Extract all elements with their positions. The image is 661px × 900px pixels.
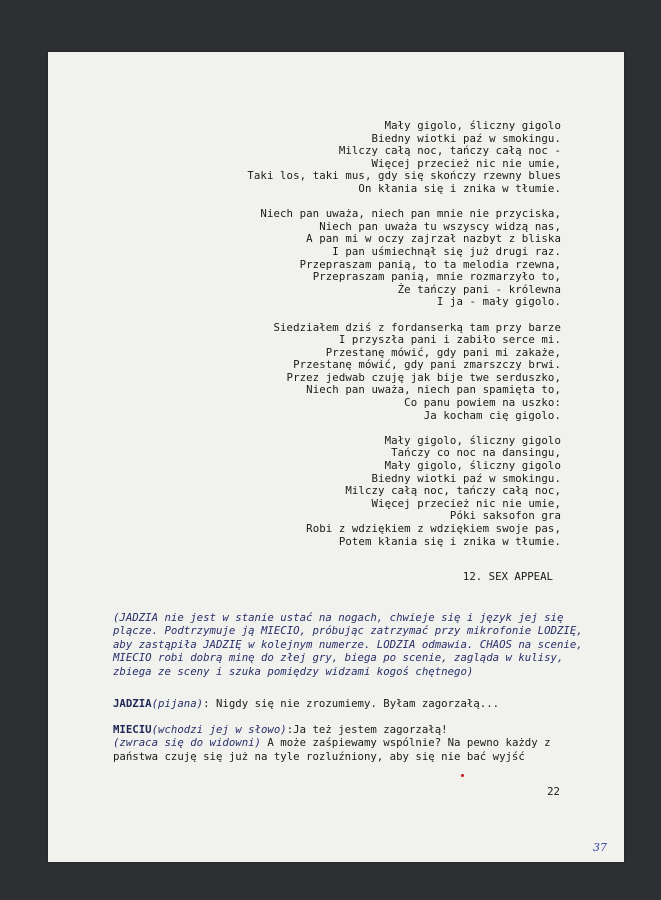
lyric-line: Co panu powiem na uszko: bbox=[404, 396, 561, 410]
lyric-line: Więcej przecież nic nie umie, bbox=[371, 156, 561, 170]
lyric-line: On kłania się i znika w tłumie. bbox=[358, 181, 561, 195]
lyric-line: Niech pan uważa, niech pan mnie nie przyciska, bbox=[260, 207, 561, 221]
lyric-line: Milczy całą noc, tańczy całą noc, bbox=[345, 484, 561, 498]
stanza-2 bbox=[247, 208, 561, 309]
lyric-line: Przestanę mówić, gdy pani zmarszczy brwi. bbox=[293, 358, 561, 372]
lyric-line: Biedny wiotki paź w smokingu. bbox=[371, 131, 561, 145]
page-number: 22 bbox=[547, 785, 560, 798]
lyric-line: Więcej przecież nic nie umie, bbox=[371, 496, 561, 510]
lyric-line: Niech pan uważa, niech pan spamięta to, bbox=[306, 383, 561, 397]
dialog-line-mieciu bbox=[113, 723, 583, 763]
lyric-line: I pan uśmiechnął się już drugi raz. bbox=[332, 244, 561, 258]
lyric-line: Przepraszam panią, mnie rozmarzyło to, bbox=[312, 270, 561, 284]
handwritten-page-number: 37 bbox=[593, 841, 607, 854]
lyric-line: Przepraszam panią, to ta melodia rzewna, bbox=[299, 257, 561, 271]
dialog-text: A może zaśpiewamy wspólnie? Na pewno każdy z państwa czuję się już na tyle rozluźniony, aby się nie bać wyjść bbox=[113, 736, 551, 763]
lyric-line: Biedny wiotki paź w smokingu. bbox=[371, 471, 561, 485]
speaker-name: MIECIU bbox=[113, 723, 152, 736]
lyric-line: Mały gigolo, śliczny gigolo bbox=[384, 459, 561, 473]
lyric-line: Mały gigolo, śliczny gigolo bbox=[384, 433, 561, 447]
ink-mark bbox=[461, 774, 464, 777]
dialog-line-jadzia bbox=[113, 697, 583, 710]
dialog-text: :Ja też jestem zagorzałą! bbox=[286, 723, 448, 736]
stanza-3 bbox=[247, 322, 561, 423]
dialog-text: : Nigdy się nie zrozumiemy. Byłam zagorzałą... bbox=[203, 697, 500, 710]
inline-stage-direction: (zwraca się do widowni) bbox=[113, 736, 261, 750]
inline-stage-direction: (pijana) bbox=[151, 697, 204, 710]
lyric-line: Tańczy co noc na dansingu, bbox=[391, 446, 561, 460]
lyric-line: Potem kłania się i znika w tłumie. bbox=[338, 534, 561, 548]
lyric-line: Milczy całą noc, tańczy całą noc - bbox=[338, 144, 561, 158]
lyric-line: Niech pan uważa tu wszyscy widzą nas, bbox=[319, 219, 561, 233]
inline-stage-direction: (wchodzi jej w słowo) bbox=[151, 723, 287, 736]
stanza-1 bbox=[247, 120, 561, 196]
lyric-line: Że tańczy pani - królewna bbox=[397, 282, 561, 296]
lyric-line: Póki saksofon gra bbox=[449, 509, 561, 523]
lyric-line: Przestanę mówić, gdy pani mi zakaże, bbox=[325, 345, 561, 359]
stage-direction: (JADZIA nie jest w stanie ustać na nogach, chwieje się i język jej się plącze. Podtrzymuje ją MIECIO, próbując zatrzymać przy mikrofonie LODZIĘ, aby zastąpiła JADZIĘ w kolejnym numerze. LODZIA odmawia. CHAOS na scenie, MIECIO robi dobrą minę do złej gry, biega po scenie, zagląda w kulisy, zbiega ze sceny i szuka pomiędzy widzami kogoś chętnego) bbox=[113, 611, 583, 678]
lyric-line: Robi z wdziękiem z wdziękiem swoje pas, bbox=[306, 522, 561, 535]
lyric-line: A pan mi w oczy zajrzał nazbyt z bliska bbox=[306, 232, 561, 246]
lyric-line: Ja kocham cię gigolo. bbox=[423, 408, 561, 422]
lyric-line: Mały gigolo, śliczny gigolo bbox=[384, 119, 561, 132]
lyric-line: I ja - mały gigolo. bbox=[436, 295, 561, 309]
lyric-line: Przez jedwab czuję jak bije twe serduszko, bbox=[286, 370, 561, 384]
song-lyrics bbox=[247, 120, 561, 548]
lyric-line: I przyszła pani i zabiło serce mi. bbox=[338, 333, 561, 347]
speaker-name: JADZIA bbox=[113, 697, 152, 710]
scene-title: 12. SEX APPEAL bbox=[462, 570, 553, 583]
stanza-4 bbox=[247, 435, 561, 548]
document-page bbox=[48, 52, 624, 862]
lyric-line: Siedziałem dziś z fordanserką tam przy barze bbox=[273, 320, 561, 334]
lyric-line: Taki los, taki mus, gdy się skończy rzewny blues bbox=[247, 169, 561, 183]
